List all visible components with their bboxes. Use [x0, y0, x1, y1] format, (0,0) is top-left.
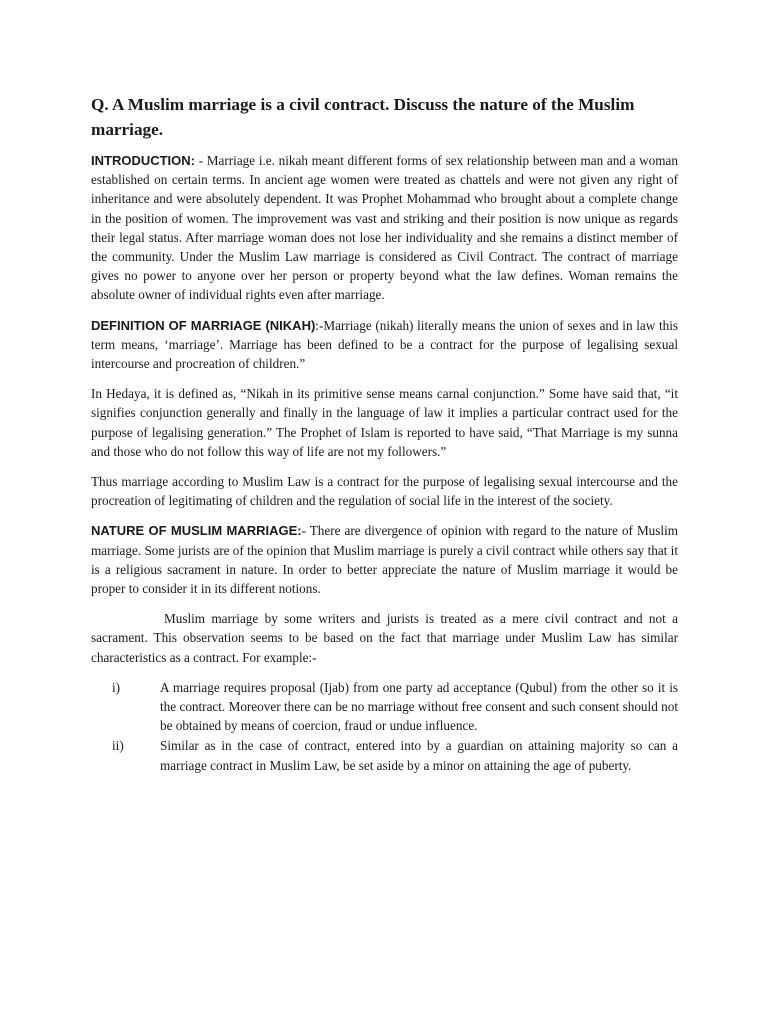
nature-paragraph: [91, 521, 678, 598]
definition-heading: DEFINITION OF MARRIAGE (NIKAH): [91, 317, 316, 333]
introduction-heading: INTRODUCTION:: [91, 153, 195, 168]
list-item-text: Similar as in the case of contract, entered into by a guardian on attaining majority so can a marriage contract in Muslim Law, be set aside by a minor on attaining the age of puberty.: [160, 738, 678, 773]
hedaya-paragraph: In Hedaya, it is defined as, “Nikah in its primitive sense means carnal conjunction.” Some have said that, “it signifies conjunction generally and finally in the language of law it implies a particular contract used for the purpose of legalising generation.” The Prophet of Islam is reported to have said, “That Marriage is my sunna and those who do not follow this way of life are not my followers.”: [91, 386, 678, 459]
civil-contract-paragraph: Muslim marriage by some writers and jurists is treated as a mere civil contract and not a sacrament. This observation seems to be based on the fact that marriage under Muslim Law has similar characteristics as a contract. For example:-: [91, 611, 678, 665]
list-item: [91, 736, 678, 774]
nature-text: - There are divergence of opinion with regard to the nature of Muslim marriage. Some jurists are of the opinion that Muslim marriage is purely a civil contract while others say that it is a religious sacrament in nature. In order to better appreciate the nature of Muslim marriage it would be proper to consider it in its different notions.: [91, 523, 678, 597]
list-item-number: i): [112, 679, 121, 695]
list-item-text: A marriage requires proposal (Ijab) from one party ad acceptance (Qubul) from the other so it is the contract. Moreover there can be no marriage without free consent and such consent should not be obtained by means of coercion, fraud or undue influence.: [160, 679, 678, 734]
question-heading: Q. A Muslim marriage is a civil contract. Discuss the nature of the Muslim marriage.: [91, 95, 635, 139]
example-list: [91, 678, 678, 775]
nature-heading: NATURE OF MUSLIM MARRIAGE:: [91, 523, 302, 539]
introduction-text: - Marriage i.e. nikah meant different forms of sex relationship between man and a woman established on certain terms. In ancient age women were treated as chattels and were not given any right of inheritance and were absolutely dependent. It was Prophet Mohammad who brought about a complete change in the position of women. The improvement was vast and striking and their position is now unique as regards their legal status. After marriage woman does not lose her individuality and she remains a distinct member of the community. Under the Muslim Law marriage is considered as Civil Contract. The contract of marriage gives no power to anyone over her person or property beyond what the law defines. Woman remains the absolute owner of individual rights even after marriage.: [91, 153, 678, 303]
thus-paragraph: Thus marriage according to Muslim Law is a contract for the purpose of legalising sexual intercourse and the procreation of legitimating of children and the regulation of social life in the interest of the society.: [91, 474, 678, 509]
definition-text: :-Marriage (nikah) literally means the union of sexes and in law this term means, ‘marriage’. Marriage has been defined to be a contract for the purpose of legalising sexual intercourse and procreation of children.”: [91, 317, 678, 372]
document-page: [91, 92, 678, 776]
list-item: [91, 678, 678, 736]
introduction-paragraph: [91, 151, 678, 305]
list-item-number: ii): [112, 738, 124, 754]
definition-paragraph: [91, 316, 678, 374]
